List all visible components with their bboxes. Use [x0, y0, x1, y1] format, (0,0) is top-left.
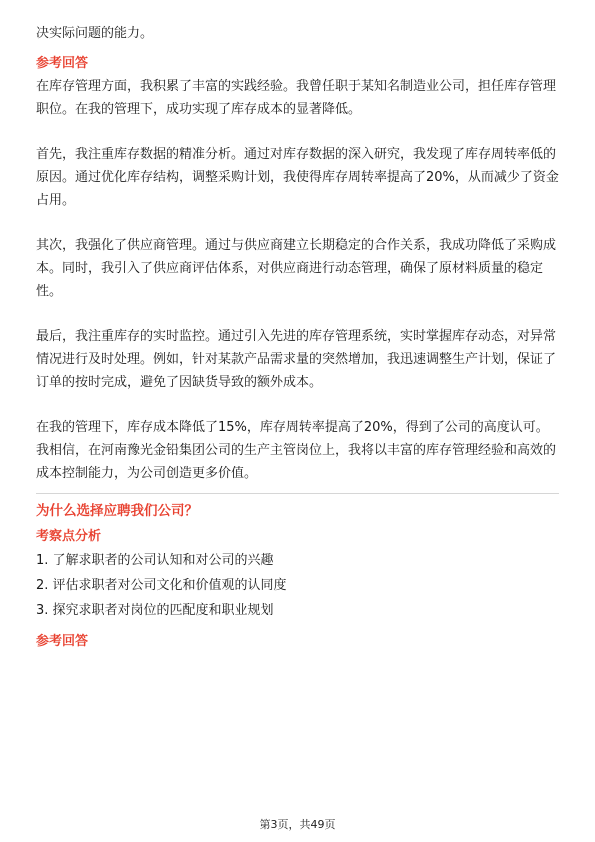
analysis-label: 考察点分析 [36, 529, 102, 544]
answer-paragraph-4: 最后，我注重库存的实时监控。通过引入先进的库存管理系统，实时掌握库存动态，对异常情况进行及时处理。例如，针对某款产品需求量的突然增加，我迅速调整生产计划，保证了订单的按时完成，避免了因缺货导致的额外成本。 [36, 329, 557, 390]
analysis-list [36, 548, 559, 623]
list-item: 3. 探究求职者对岗位的匹配度和职业规划 [36, 603, 274, 618]
reference-answer-label-2: 参考回答 [36, 634, 89, 649]
document-page [36, 22, 559, 653]
question-title: 为什么选择应聘我们公司？ [36, 503, 198, 519]
answer-paragraph-2: 首先，我注重库存数据的精准分析。通过对库存数据的深入研究，我发现了库存周转率低的原因。通过优化库存结构，调整采购计划，我使得库存周转率提高了20%，从而减少了资金占用。 [36, 147, 559, 208]
reference-answer-label: 参考回答 [36, 56, 89, 71]
answer-paragraph-3: 其次，我强化了供应商管理。通过与供应商建立长期稳定的合作关系，我成功降低了采购成本。同时，我引入了供应商评估体系，对供应商进行动态管理，确保了原材料质量的稳定性。 [36, 238, 557, 299]
page-number: 第3页，共49页 [259, 818, 336, 831]
answer-paragraph-5: 在我的管理下，库存成本降低了15%，库存周转率提高了20%，得到了公司的高度认可。我相信，在河南豫光金铅集团公司的生产主管岗位上，我将以丰富的库存管理经验和高效的成本控制能力，为公司创造更多价值。 [36, 420, 557, 481]
list-item: 1. 了解求职者的公司认知和对公司的兴趣 [36, 553, 274, 568]
list-item: 2. 评估求职者对公司文化和价值观的认同度 [36, 578, 287, 593]
continued-text: 决实际问题的能力。 [36, 26, 154, 41]
section-divider [36, 493, 559, 494]
answer-paragraph-1: 在库存管理方面，我积累了丰富的实践经验。我曾任职于某知名制造业公司，担任库存管理职位。在我的管理下，成功实现了库存成本的显著降低。 [36, 79, 557, 117]
